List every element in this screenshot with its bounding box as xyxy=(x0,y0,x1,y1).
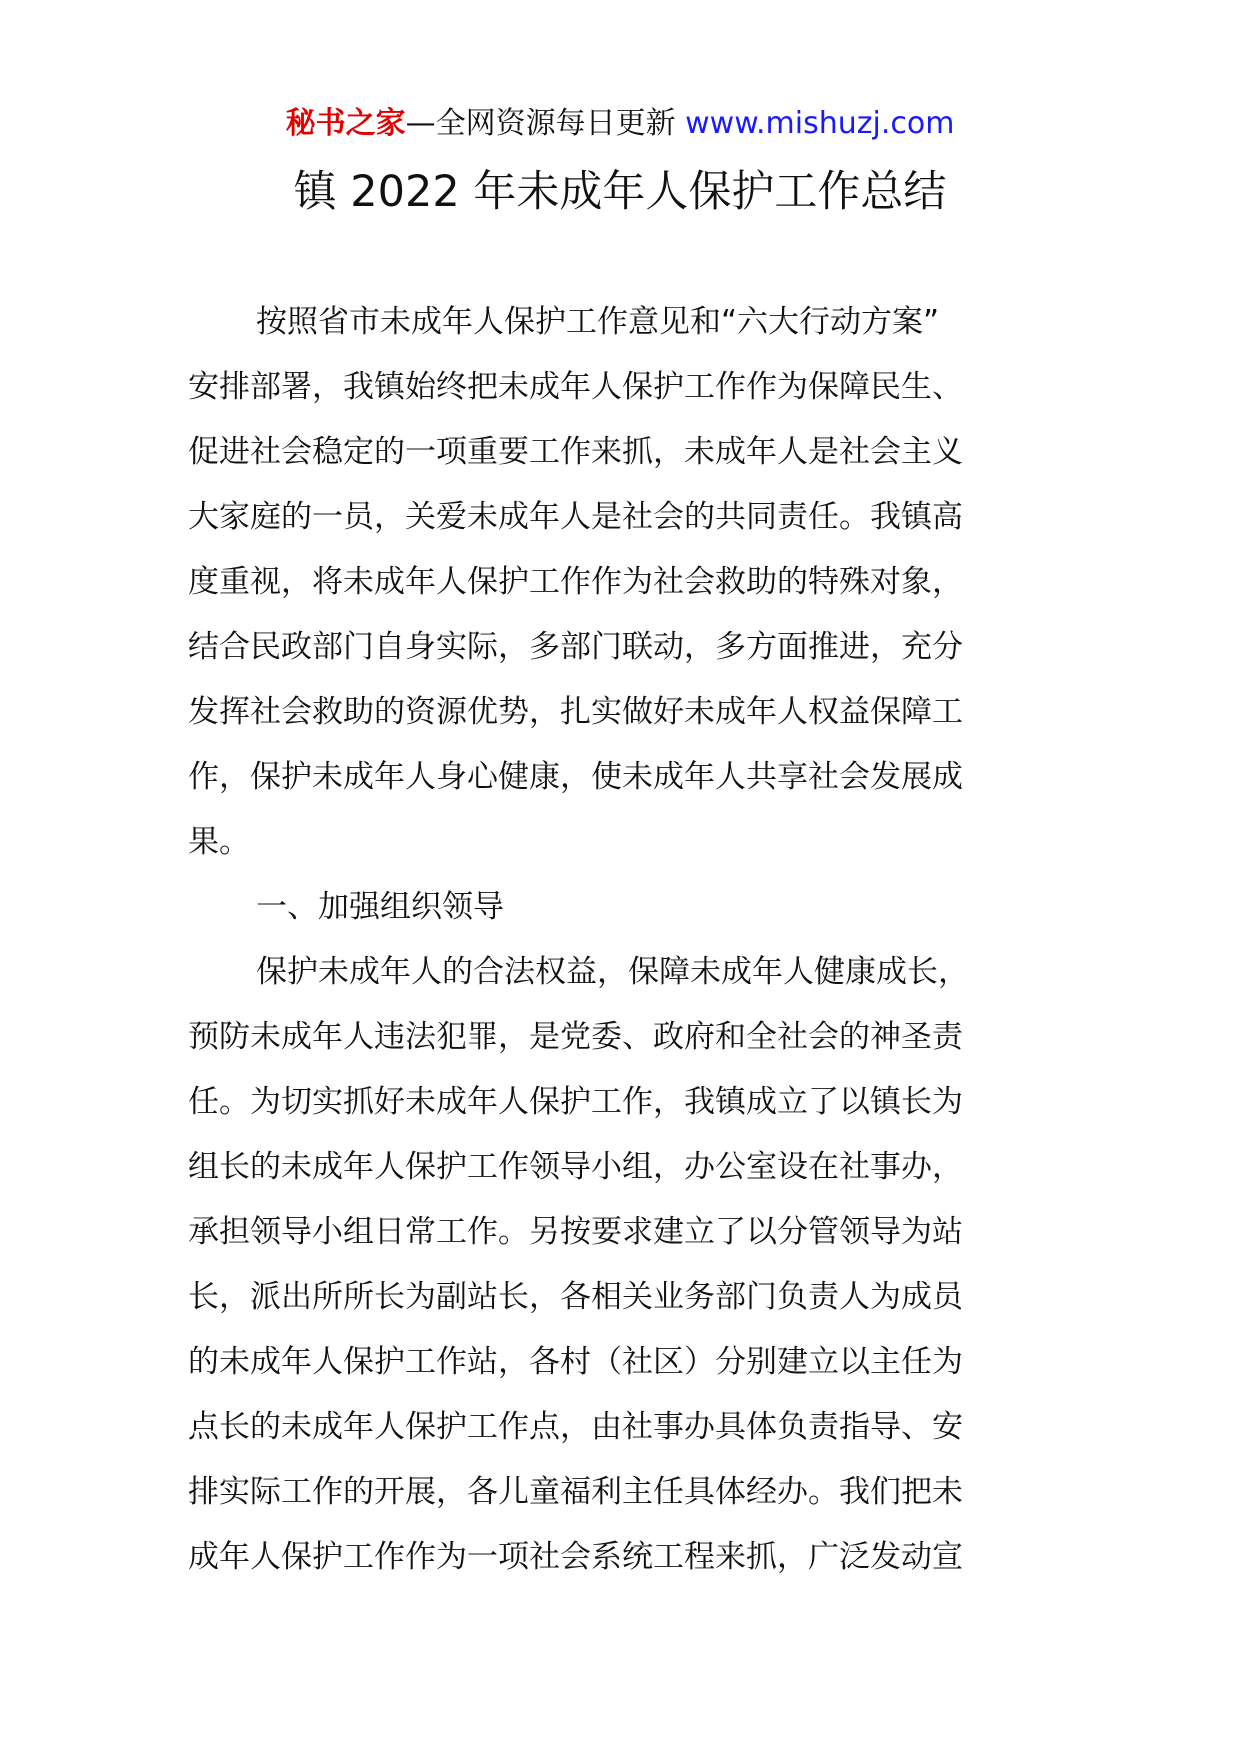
paragraph-line: 成年人保护工作作为一项社会系统工程来抓，广泛发动宣 xyxy=(188,1539,963,1575)
paragraph-line: 促进社会稳定的一项重要工作来抓，未成年人是社会主义 xyxy=(188,434,963,470)
site-header xyxy=(0,100,1240,148)
paragraph-line: 组长的未成年人保护工作领导小组，办公室设在社事办， xyxy=(188,1149,963,1185)
paragraph-line: 作，保护未成年人身心健康，使未成年人共享社会发展成 xyxy=(188,759,963,795)
paragraph-line: 保护未成年人的合法权益，保障未成年人健康成长， xyxy=(256,954,969,990)
paragraph-line: 预防未成年人违法犯罪，是党委、政府和全社会的神圣责 xyxy=(188,1019,963,1055)
paragraph-line: 发挥社会救助的资源优势，扎实做好未成年人权益保障工 xyxy=(188,694,963,730)
paragraph-line: 度重视，将未成年人保护工作作为社会救助的特殊对象， xyxy=(188,564,963,600)
paragraph-line: 点长的未成年人保护工作点，由社事办具体负责指导、安 xyxy=(188,1409,963,1445)
paragraph-line: 承担领导小组日常工作。另按要求建立了以分管领导为站 xyxy=(188,1214,963,1250)
paragraph-line: 长，派出所所长为副站长，各相关业务部门负责人为成员 xyxy=(188,1279,963,1315)
site-slogan: —全网资源每日更新 xyxy=(405,106,676,141)
site-url-link[interactable]: www.mishuzj.com xyxy=(685,106,955,141)
document-body xyxy=(188,290,1054,1590)
paragraph-line: 的未成年人保护工作站，各村（社区）分别建立以主任为 xyxy=(188,1344,963,1380)
paragraph-line: 大家庭的一员，关爱未成年人是社会的共同责任。我镇高 xyxy=(188,499,963,535)
paragraph-line: 按照省市未成年人保护工作意见和“六大行动方案” xyxy=(256,304,940,340)
paragraph-line: 安排部署，我镇始终把未成年人保护工作作为保障民生、 xyxy=(188,369,963,405)
section-heading: 一、加强组织领导 xyxy=(256,889,504,925)
paragraph-line: 排实际工作的开展，各儿童福利主任具体经办。我们把未 xyxy=(188,1474,963,1510)
paragraph-line: 任。为切实抓好未成年人保护工作，我镇成立了以镇长为 xyxy=(188,1084,963,1120)
brand-name: 秘书之家 xyxy=(285,106,406,141)
document-title: 镇 2022 年未成年人保护工作总结 xyxy=(293,167,947,217)
paragraph-line: 结合民政部门自身实际，多部门联动，多方面推进，充分 xyxy=(188,629,963,665)
paragraph-line: 果。 xyxy=(188,824,250,860)
